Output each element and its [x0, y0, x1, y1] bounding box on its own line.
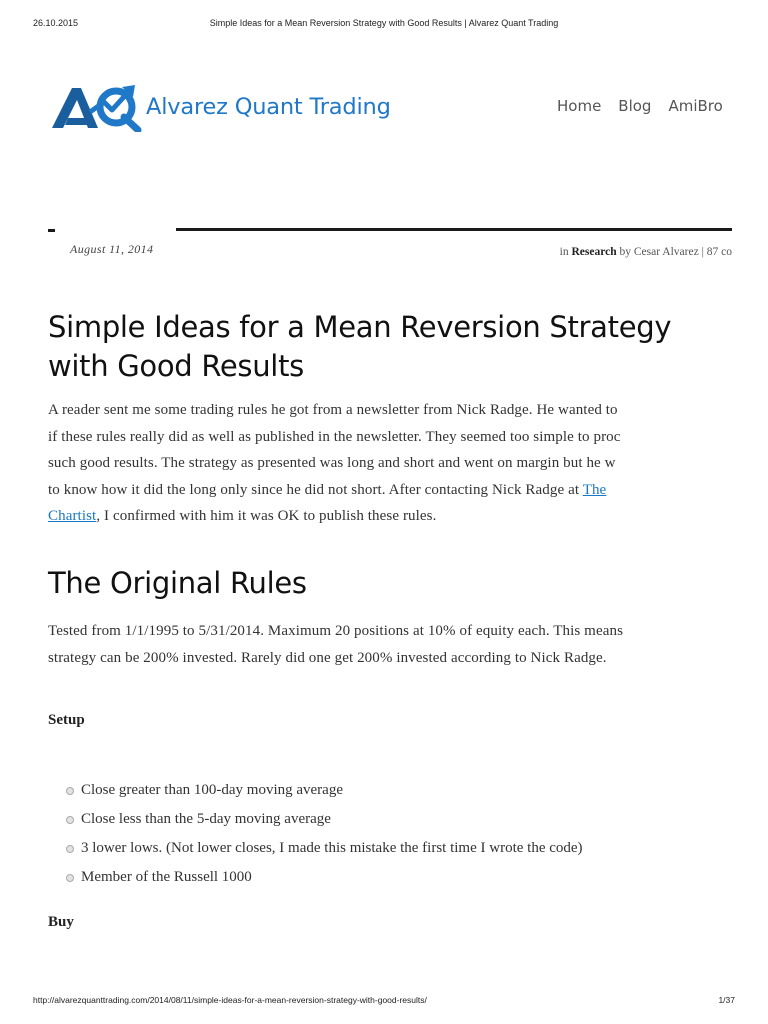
rules-intro-paragraph	[48, 618, 732, 671]
header-divider	[176, 228, 732, 231]
bullet-icon	[66, 787, 74, 795]
site-name: Alvarez Quant Trading	[146, 94, 391, 120]
post-meta	[522, 246, 732, 258]
nav-blog[interactable]: Blog	[618, 97, 652, 115]
bullet-icon	[66, 816, 74, 824]
intro-line-4-text: to know how it did the long only since he did not short. After contacting Nick Radge at	[48, 481, 583, 498]
list-item	[64, 836, 734, 865]
main-nav	[557, 97, 732, 119]
print-header	[33, 18, 735, 30]
page-number: 1/37	[718, 995, 735, 1005]
intro-line-3: such good results. The strategy as presented was long and short and went on margin but he w	[48, 455, 616, 471]
print-page-title: Simple Ideas for a Mean Reversion Strategy with Good Results | Alvarez Quant Trading	[209, 18, 559, 28]
intro-line-5	[48, 503, 732, 530]
list-item	[64, 778, 734, 807]
rules-intro-line-2: strategy can be 200% invested. Rarely did one get 200% invested according to Nick Radge.	[48, 649, 607, 666]
print-url: http://alvarezquanttrading.com/2014/08/11/simple-ideas-for-a-mean-reversion-strategy-with-good-results/	[33, 995, 427, 1005]
post-date: August 11, 2014	[70, 242, 154, 256]
section-heading: The Original Rules	[48, 566, 307, 600]
intro-line-5-text: , I confirmed with him it was OK to publish these rules.	[96, 508, 437, 524]
setup-rules-list	[64, 778, 734, 894]
buy-heading: Buy	[48, 914, 74, 930]
the-chartist-link[interactable]: The	[582, 481, 607, 498]
bullet-icon	[66, 874, 74, 882]
intro-line-4	[48, 477, 732, 504]
nav-amibroker[interactable]: AmiBro	[668, 97, 723, 115]
list-item	[64, 807, 734, 836]
logo-aq-icon	[50, 82, 142, 132]
comments-link[interactable]: 87 co	[706, 246, 732, 258]
rule-text: Member of the Russell 1000	[81, 869, 252, 885]
nav-home[interactable]: Home	[557, 97, 602, 115]
intro-line-1: A reader sent me some trading rules he got from a newsletter from Nick Radge. He wanted to	[48, 402, 618, 418]
setup-heading: Setup	[48, 712, 85, 728]
meta-separator: |	[701, 246, 704, 258]
rule-text: Close less than the 5-day moving average	[81, 811, 331, 827]
header-dash	[48, 229, 55, 232]
list-item	[64, 865, 734, 894]
post-title-line-1: Simple Ideas for a Mean Reversion Strategy	[48, 310, 672, 344]
intro-line-2: if these rules really did as well as published in the newsletter. They seemed too simple to proc	[48, 428, 621, 445]
post-title-line-2: with Good Results	[48, 349, 304, 383]
meta-in: in	[559, 246, 569, 258]
the-chartist-link-cont[interactable]: Chartist	[48, 508, 97, 524]
print-date: 26.10.2015	[33, 18, 79, 28]
rule-text: Close greater than 100-day moving average	[81, 782, 343, 798]
author-link[interactable]: Cesar Alvarez	[633, 246, 699, 258]
print-footer	[33, 995, 735, 1007]
category-link[interactable]: Research	[571, 246, 617, 258]
meta-by: by	[619, 246, 631, 258]
bullet-icon	[66, 845, 74, 853]
site-logo[interactable]	[50, 82, 450, 132]
intro-paragraph	[48, 397, 732, 530]
rule-text: 3 lower lows. (Not lower closes, I made this mistake the first time I wrote the code)	[81, 840, 583, 856]
rules-intro-line-1: Tested from 1/1/1995 to 5/31/2014. Maximum 20 positions at 10% of equity each. This means	[48, 623, 624, 639]
post-title	[48, 308, 748, 386]
